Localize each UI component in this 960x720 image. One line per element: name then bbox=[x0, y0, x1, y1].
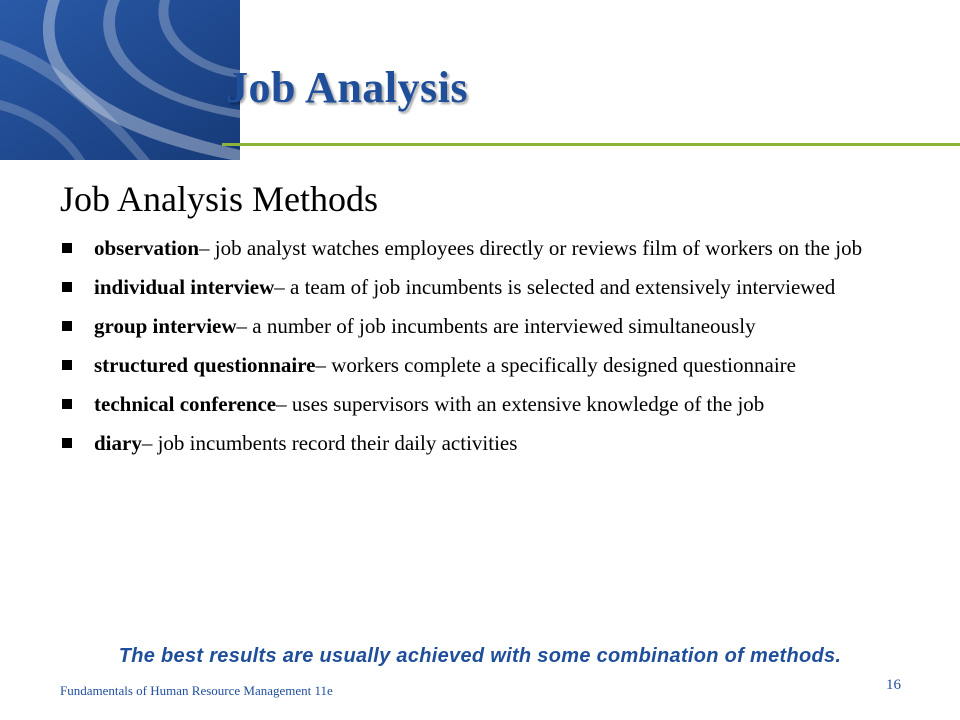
slide-subtitle: Job Analysis Methods bbox=[60, 179, 379, 219]
emphasis-note: The best results are usually achieved with some combination of methods. bbox=[118, 645, 842, 667]
slide-title: Job Analysis bbox=[226, 63, 468, 112]
method-term: technical conference bbox=[94, 392, 277, 416]
list-item-group-interview bbox=[60, 312, 920, 341]
square-bullet-icon bbox=[62, 243, 72, 253]
corner-decoration bbox=[0, 0, 240, 160]
footer-text: Fundamentals of Human Resource Management 11e bbox=[60, 683, 333, 698]
list-item-individual-interview bbox=[60, 273, 920, 302]
square-bullet-icon bbox=[62, 321, 72, 331]
list-item-diary bbox=[60, 429, 920, 458]
method-description: – a number of job incumbents are interviewed simultaneously bbox=[236, 314, 756, 338]
method-description: – job analyst watches employees directly or reviews film of workers on the job bbox=[199, 236, 863, 260]
list-item-structured-questionnaire bbox=[60, 351, 920, 380]
method-term: structured questionnaire bbox=[94, 353, 316, 377]
page-number: 16 bbox=[886, 677, 901, 693]
square-bullet-icon bbox=[62, 360, 72, 370]
method-description: – uses supervisors with an extensive knowledge of the job bbox=[276, 392, 765, 416]
list-item-technical-conference bbox=[60, 390, 920, 419]
square-bullet-icon bbox=[62, 282, 72, 292]
list-item-observation bbox=[60, 234, 920, 263]
method-term: diary bbox=[94, 431, 142, 455]
method-term: individual interview bbox=[94, 275, 275, 299]
method-term: observation bbox=[94, 236, 199, 260]
square-bullet-icon bbox=[62, 438, 72, 448]
method-description: – a team of job incumbents is selected and extensively interviewed bbox=[274, 275, 836, 299]
square-bullet-icon bbox=[62, 399, 72, 409]
methods-list bbox=[60, 234, 920, 468]
method-term: group interview bbox=[94, 314, 237, 338]
title-underline bbox=[222, 143, 960, 146]
method-description: – workers complete a specifically designed questionnaire bbox=[315, 353, 796, 377]
method-description: – job incumbents record their daily activities bbox=[141, 431, 518, 455]
